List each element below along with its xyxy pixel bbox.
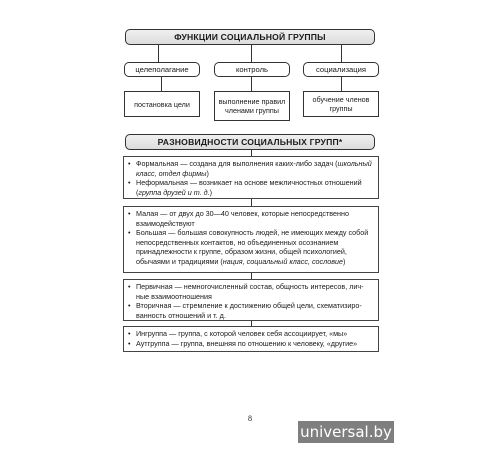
varieties-title — [125, 134, 375, 150]
connector — [158, 45, 159, 62]
list-item: • Аутгруппа — группа, внешняя по отношению к человеку, «другие» — [128, 339, 374, 349]
connector — [161, 77, 162, 91]
list-item: • Формальная — создана для выполнения каких-либо задач (школьный класс, отдел фирмы) — [128, 159, 374, 178]
function-result-socialization — [303, 91, 379, 117]
list-item: • Ингруппа — группа, с которой человек себя ассоциирует, «мы» — [128, 329, 374, 339]
function-result: постановка цели — [134, 99, 190, 109]
list-item: • Неформальная — возникает на основе межличностных отношений (группа друзей и т. д.) — [128, 178, 374, 197]
function-result: выполнение правил членами группы — [218, 97, 286, 115]
varieties-title-text: РАЗНОВИДНОСТИ СОЦИАЛЬНЫХ ГРУПП* — [157, 137, 343, 147]
list-item: • Большая — большая совокупность людей, не имеющих между собой непосредственных контактов, но объединенных осознанием принадлежности к группе, образом жизни, общей психологией, обычаями и традициями (нация, социальный класс, сословие) — [128, 228, 374, 266]
variety-block-ingroup — [123, 326, 379, 352]
function-result-goal — [124, 91, 200, 117]
function-pill-goal — [124, 62, 200, 77]
connector — [251, 77, 252, 91]
list-item: • Малая — от двух до 30—40 человек, которые непосредственно взаимодействуют — [128, 209, 374, 228]
function-pill-control — [214, 62, 290, 77]
page-number: 8 — [248, 414, 252, 423]
function-label: социализация — [315, 65, 366, 74]
watermark-logo — [298, 421, 394, 443]
function-label: контроль — [236, 65, 268, 74]
function-result: обучение членов группы — [312, 95, 370, 113]
variety-block-primary — [123, 279, 379, 321]
connector — [341, 45, 342, 62]
functions-title — [125, 29, 375, 45]
connector — [341, 77, 342, 91]
function-result-control — [214, 91, 290, 121]
list-item: • Первичная — немногочисленный состав, общность интересов, личные взаимоотношения — [128, 282, 374, 301]
variety-block-formality — [123, 156, 379, 199]
function-label: целеполагание — [135, 65, 189, 74]
watermark-text: universal.by — [300, 423, 392, 441]
connector — [251, 199, 252, 206]
variety-block-size — [123, 206, 379, 273]
function-pill-socialization — [303, 62, 379, 77]
list-item: • Вторичная — стремление к достижению общей цели, схематизированность отношений и т. д. — [128, 301, 374, 320]
connector — [251, 45, 252, 62]
functions-title-text: ФУНКЦИИ СОЦИАЛЬНОЙ ГРУППЫ — [174, 32, 326, 42]
